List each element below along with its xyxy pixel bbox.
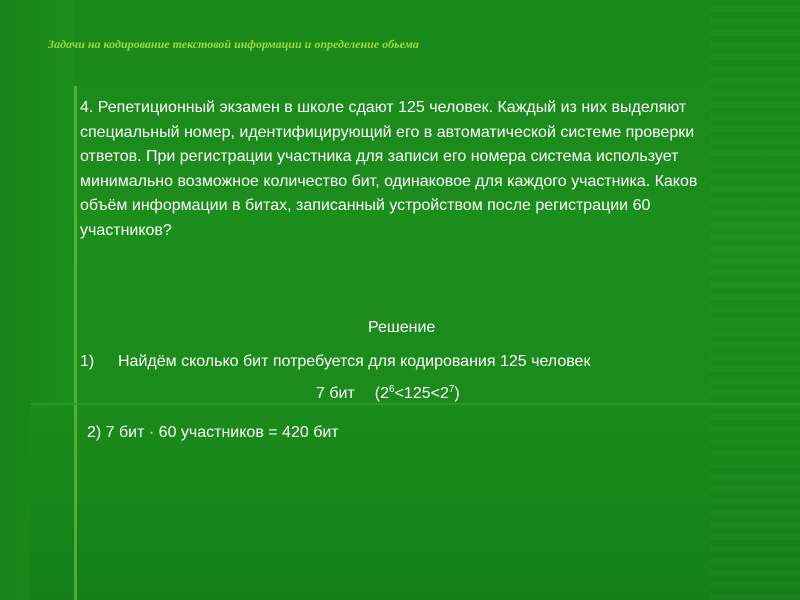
step2-text: 2) 7 бит · 60 участников = 420 бит	[87, 424, 339, 441]
exponent-low: 6	[389, 384, 395, 395]
slide-header-title: Задачи на кодирование текстовой информации и определение обьема	[48, 37, 419, 51]
step1-text: Найдём сколько бит потребуется для кодирования 125 человек	[118, 353, 591, 370]
exponent-high: 7	[448, 384, 455, 395]
result-bits: 7 бит	[316, 385, 355, 402]
step1-number: 1)	[80, 353, 95, 370]
inequality-close: )	[454, 385, 460, 402]
horizontal-divider	[30, 403, 800, 405]
vertical-divider	[74, 86, 77, 600]
solution-heading: Решение	[368, 319, 436, 336]
inequality-open: (2	[374, 385, 390, 402]
inequality-mid: <125<2	[394, 385, 449, 402]
step1-result	[316, 385, 460, 403]
right-decor-texture	[710, 0, 800, 600]
problem-statement: 4. Репетиционный экзамен в школе сдают 125 человек. Каждый из них выделяют специальный номер, идентифицирующий его в автоматической системе проверки ответов. При регистрации участника для записи его номера система использует минимально возможное количество бит, одинаковое для каждого участника. Каков объём информации в битах, записанный устройством после регистрации 60 участников?	[80, 99, 698, 239]
